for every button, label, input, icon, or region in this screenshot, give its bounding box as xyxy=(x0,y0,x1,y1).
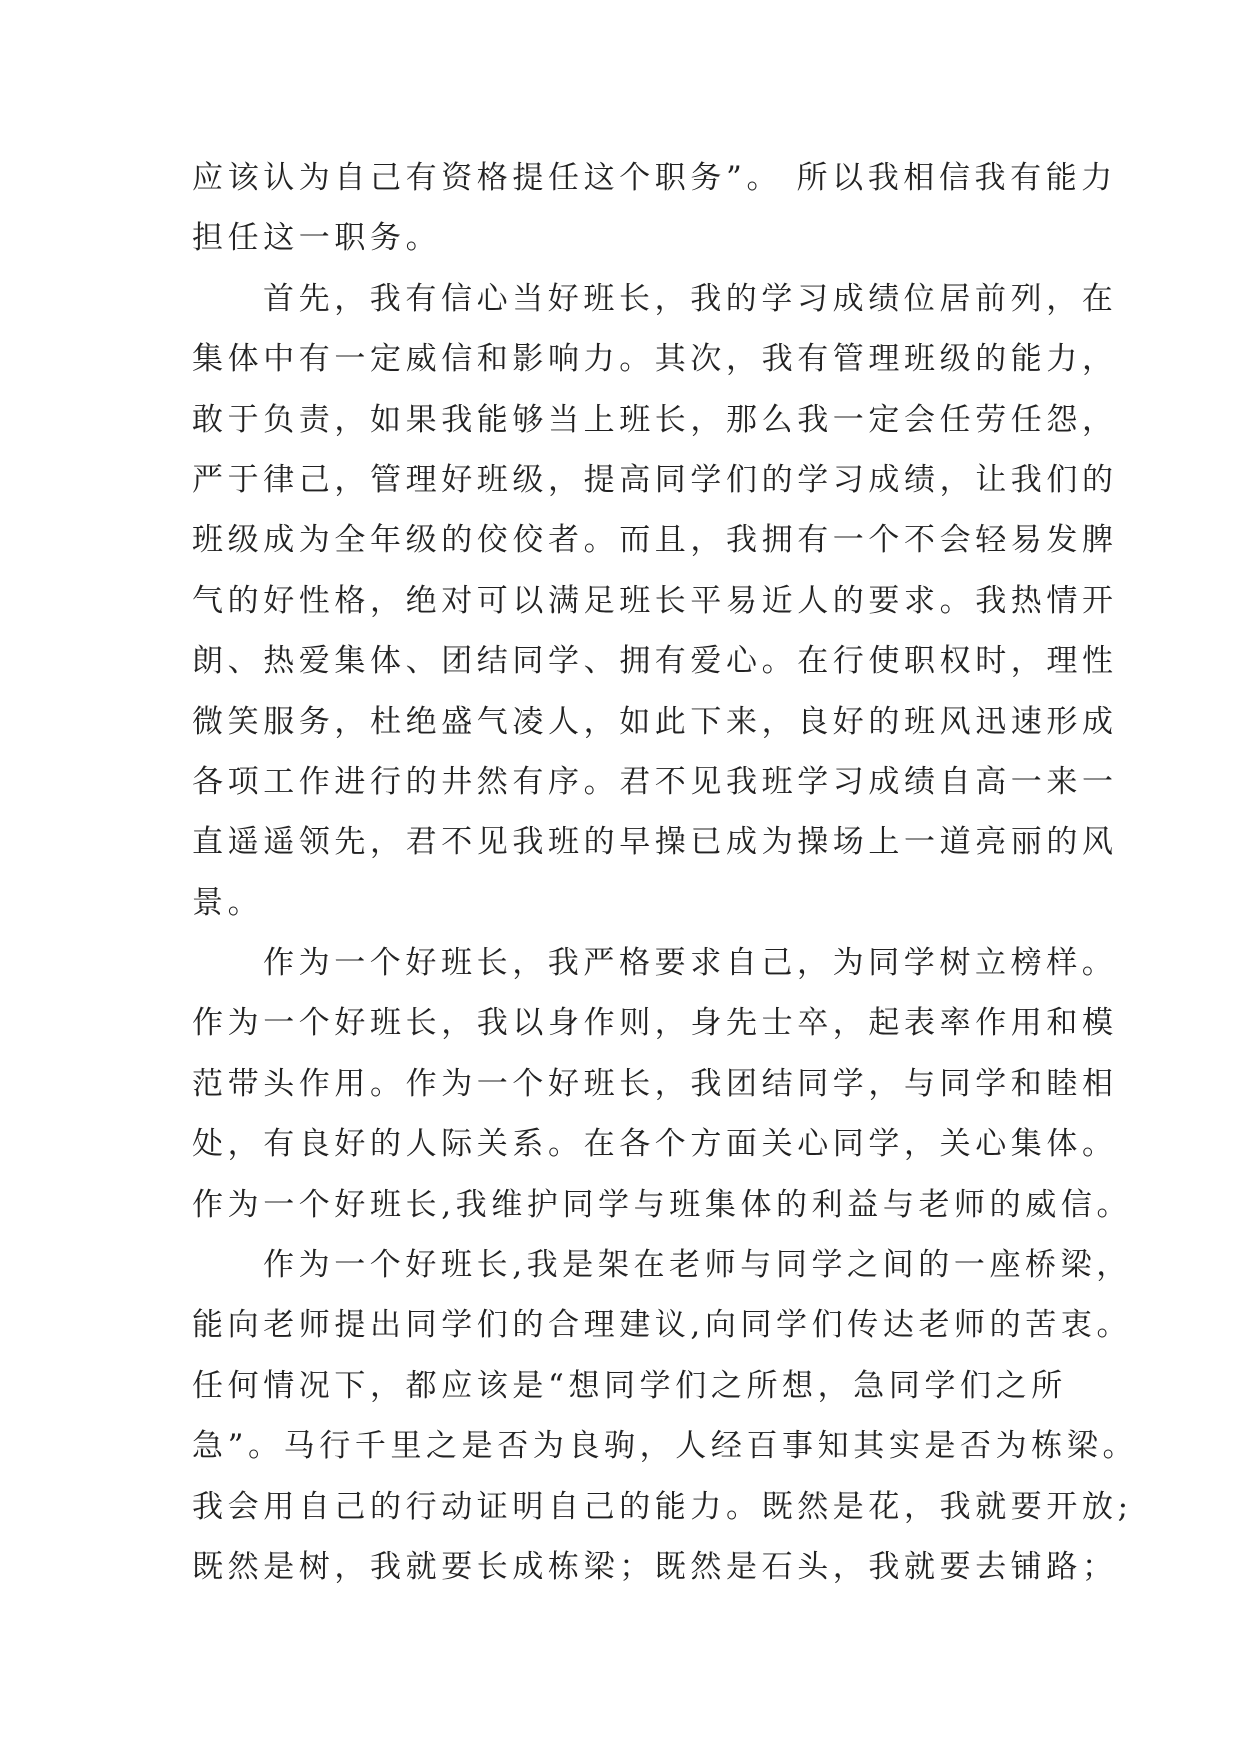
text-line: 作为一个好班长，我以身作则，身先士卒，起表率作用和模 xyxy=(192,1005,1118,1042)
text-line: 应该认为自己有资格提任这个职务”。 所以我相信我有能力 xyxy=(192,160,1117,196)
text-line: 各项工作进行的井然有序。君不见我班学习成绩自高一来一 xyxy=(192,763,1118,800)
paragraph-first-line: 作为一个好班长,我是架在老师与同学之间的一座桥梁， xyxy=(263,1247,1132,1284)
document-body xyxy=(192,160,1139,1609)
text-line: 景。 xyxy=(192,884,264,921)
text-line: 处，有良好的人际关系。在各个方面关心同学，关心集体。 xyxy=(192,1126,1118,1163)
text-line: 任何情况下，都应该是“想同学们之所想，急同学们之所 xyxy=(192,1367,1067,1404)
paragraph-first-line: 作为一个好班长，我严格要求自己，为同学树立榜样。 xyxy=(263,945,1118,982)
text-line: 微笑服务，杜绝盛气凌人，如此下来，良好的班风迅速形成 xyxy=(192,703,1118,740)
text-line: 担任这一职务。 xyxy=(192,220,442,257)
text-line: 既然是树，我就要长成栋梁；既然是石头，我就要去铺路； xyxy=(192,1548,1118,1585)
text-line: 朗、热爱集体、团结同学、拥有爱心。在行使职权时，理性 xyxy=(192,643,1118,680)
paragraph-first-line: 首先，我有信心当好班长，我的学习成绩位居前列，在 xyxy=(263,280,1118,317)
text-line: 集体中有一定威信和影响力。其次，我有管理班级的能力， xyxy=(192,341,1118,378)
text-line: 严于律己，管理好班级，提高同学们的学习成绩，让我们的 xyxy=(192,461,1118,498)
text-line: 气的好性格，绝对可以满足班长平易近人的要求。我热情开 xyxy=(192,582,1118,619)
text-line: 急”。马行千里之是否为良驹，人经百事知其实是否为栋梁。 xyxy=(192,1428,1139,1465)
text-line: 作为一个好班长,我维护同学与班集体的利益与老师的威信。 xyxy=(192,1186,1133,1223)
text-line: 我会用自己的行动证明自己的能力。既然是花，我就要开放; xyxy=(192,1488,1133,1525)
text-line: 能向老师提出同学们的合理建议,向同学们传达老师的苦衷。 xyxy=(192,1307,1133,1344)
text-line: 直遥遥领先，君不见我班的早操已成为操场上一道亮丽的风 xyxy=(192,824,1118,861)
text-line: 范带头作用。作为一个好班长，我团结同学，与同学和睦相 xyxy=(192,1065,1118,1102)
text-line: 班级成为全年级的佼佼者。而且，我拥有一个不会轻易发脾 xyxy=(192,522,1118,559)
text-line: 敢于负责，如果我能够当上班长，那么我一定会任劳任怨， xyxy=(192,401,1118,438)
